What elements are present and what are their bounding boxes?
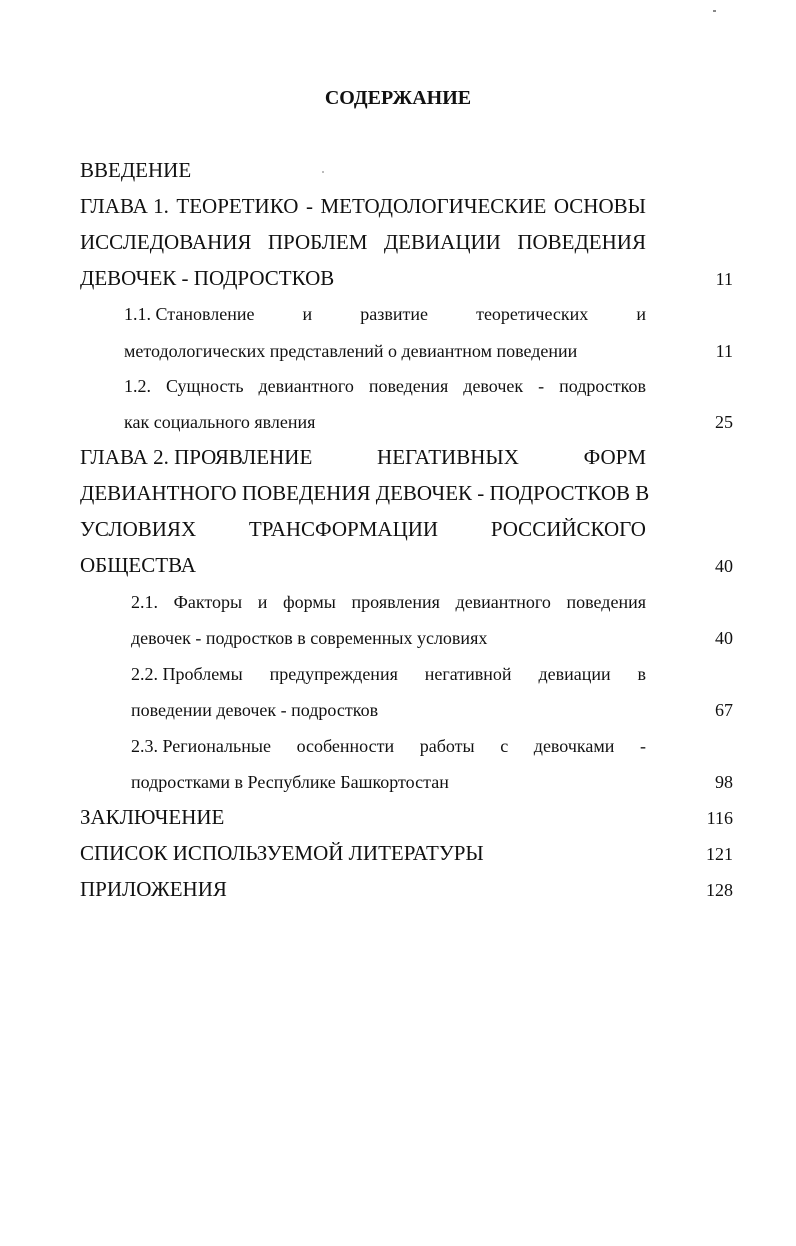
toc-chapter2-page: 40 [715, 556, 733, 576]
toc-chapter1-line2: ИССЛЕДОВАНИЯ ПРОБЛЕМ ДЕВИАЦИИ ПОВЕДЕНИЯ [80, 230, 646, 254]
toc-section-2-3-line2: подростками в Республике Башкортостан [131, 772, 449, 792]
toc-chapter1-line1: ГЛАВА 1. ТЕОРЕТИКО - МЕТОДОЛОГИЧЕСКИЕ ОСНОВЫ [80, 194, 646, 218]
toc-title: СОДЕРЖАНИЕ [324, 87, 472, 109]
toc-section-2-2-line2: поведении девочек - подростков [131, 700, 379, 720]
toc-appendix-page: 128 [706, 880, 733, 900]
toc-entry-appendix: ПРИЛОЖЕНИЯ [80, 877, 227, 901]
toc-entry-intro: ВВЕДЕНИЕ [80, 158, 192, 182]
toc-section-2-1-page: 40 [715, 628, 733, 648]
toc-section-1-2-line1: 1.2. Сущность девиантного поведения девочек - подростков [124, 376, 646, 396]
toc-entry-conclusion: ЗАКЛЮЧЕНИЕ [80, 805, 225, 829]
scan-speck [713, 10, 716, 12]
toc-section-2-2-page: 67 [715, 700, 733, 720]
toc-section-1-1-line2: методологических представлений о девиантном поведении [124, 341, 578, 361]
toc-entry-literature: СПИСОК ИСПОЛЬЗУЕМОЙ ЛИТЕРАТУРЫ [80, 841, 484, 865]
toc-conclusion-page: 116 [706, 808, 733, 828]
toc-section-1-2-line2: как социального явления [124, 412, 316, 432]
toc-chapter2-line2: ДЕВИАНТНОГО ПОВЕДЕНИЯ ДЕВОЧЕК - ПОДРОСТКОВ В [80, 481, 650, 505]
scan-speck [322, 171, 324, 173]
toc-literature-page: 121 [706, 844, 733, 864]
toc-section-1-2-page: 25 [715, 412, 733, 432]
toc-chapter2-line3: УСЛОВИЯХ ТРАНСФОРМАЦИИ РОССИЙСКОГО [80, 517, 646, 541]
toc-section-2-3-line1: 2.3. Региональные особенности работы с девочками - [131, 736, 646, 756]
toc-section-1-1-line1: 1.1. Становление и развитие теоретических и [124, 304, 646, 324]
toc-section-2-2-line1: 2.2. Проблемы предупреждения негативной девиации в [131, 664, 646, 684]
toc-chapter1-line3: ДЕВОЧЕК - ПОДРОСТКОВ [80, 266, 335, 290]
toc-chapter1-page: 11 [715, 269, 733, 289]
toc-section-1-1-page: 11 [715, 341, 733, 361]
toc-chapter2-line1: ГЛАВА 2. ПРОЯВЛЕНИЕ НЕГАТИВНЫХ ФОРМ [80, 445, 646, 469]
toc-section-2-1-line1: 2.1. Факторы и формы проявления девиантного поведения [131, 592, 646, 612]
toc-chapter2-line4: ОБЩЕСТВА [80, 553, 196, 577]
toc-section-2-3-page: 98 [715, 772, 733, 792]
toc-section-2-1-line2: девочек - подростков в современных условиях [131, 628, 488, 648]
